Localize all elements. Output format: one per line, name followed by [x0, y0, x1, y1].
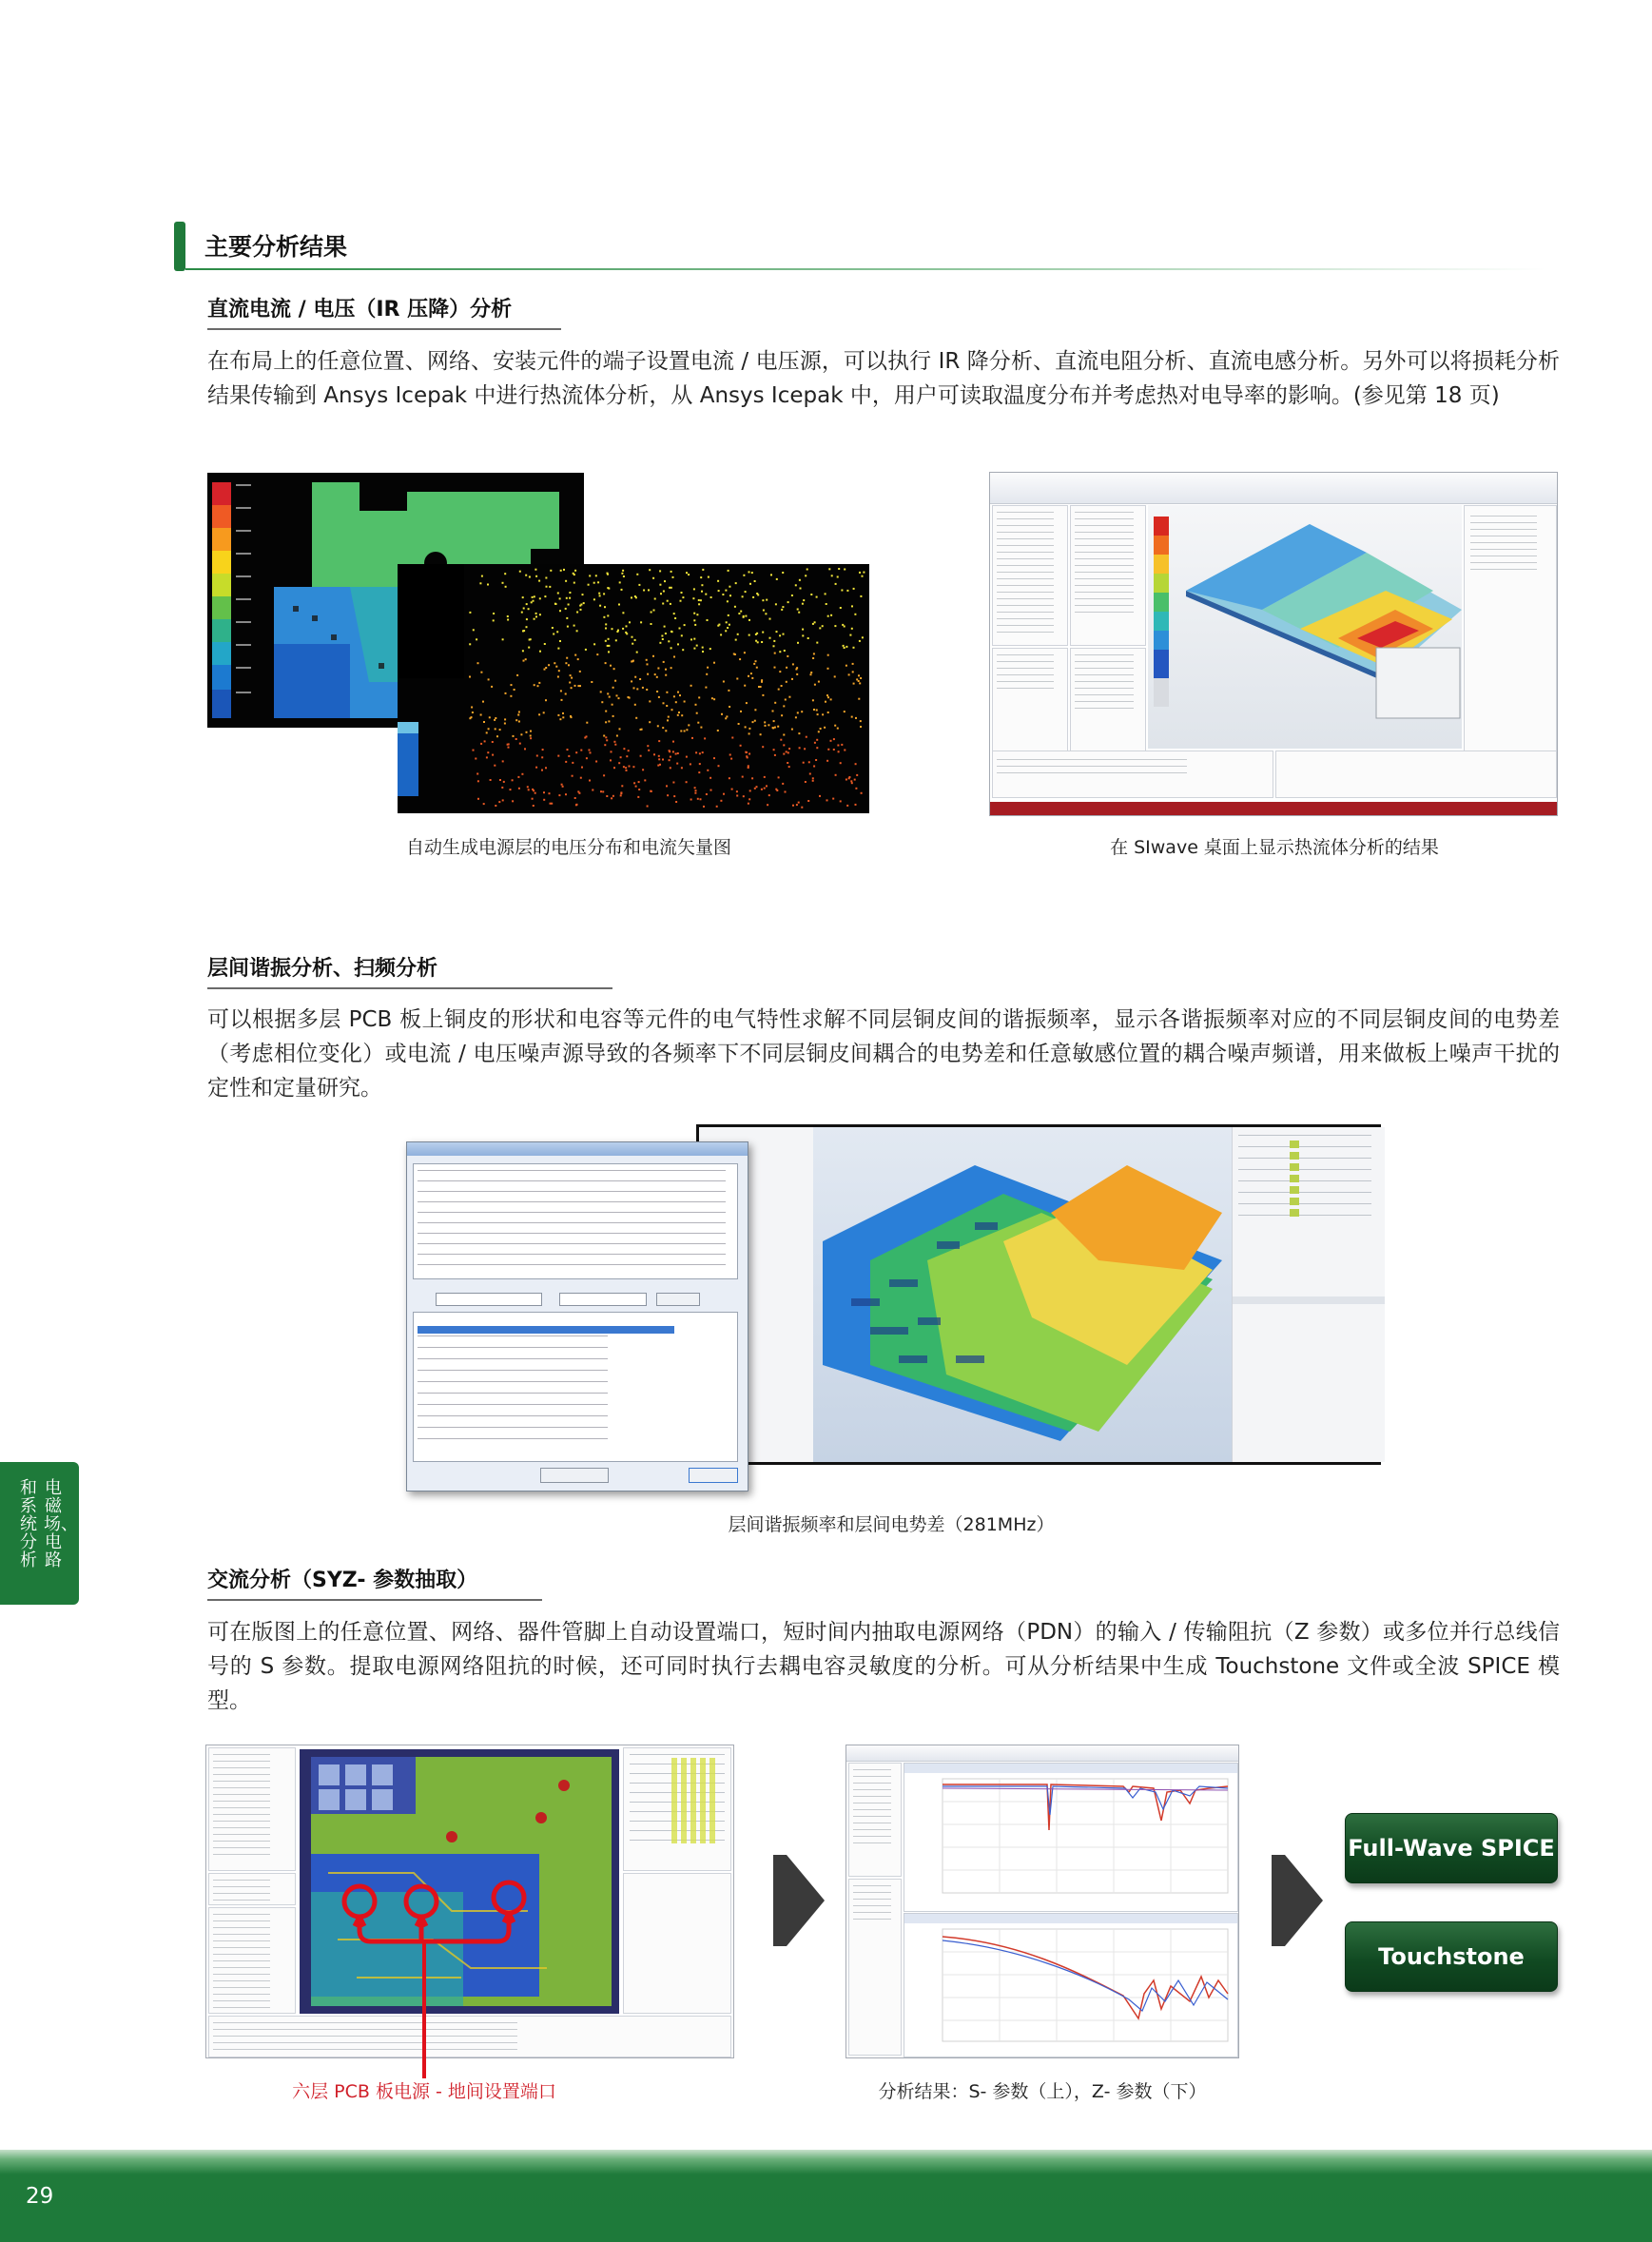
- caption-resonance: 层间谐振频率和层间电势差（281MHz）: [728, 1514, 1055, 1535]
- flow-arrow-icon: [1272, 1855, 1323, 1946]
- side-tab-text-1: 电磁场、电路: [44, 1478, 78, 1570]
- siwave-thermal-screenshot: [989, 472, 1558, 816]
- section-rule: [207, 1599, 542, 1601]
- flow-arrow-icon: [773, 1855, 825, 1946]
- caption-siwave-thermal: 在 SIwave 桌面上显示热流体分析的结果: [1110, 837, 1439, 858]
- chapter-side-tab: [0, 1462, 79, 1605]
- page-title: 主要分析结果: [204, 233, 348, 261]
- section-title-ac: 交流分析（SYZ- 参数抽取）: [207, 1569, 478, 1592]
- pcb-port-screenshot: [205, 1745, 734, 2058]
- section-paragraph-dc: 在布局上的任意位置、网络、安装元件的端子设置电流 / 电压源，可以执行 IR 降分析、直流电阻分析、直流电感分析。另外可以将损耗分析结果传输到 Ansys Icepak 中进行热流体分析，从 Ansys Icepak 中，用户可读取温度分布并考虑热对电导率的影响。(参见第 18 页): [207, 349, 1560, 408]
- section-paragraph-ac: 可在版图上的任意位置、网络、器件管脚上自动设置端口，短时间内抽取电源网络（PDN）的输入 / 传输阻抗（Z 参数）或多位并行总线信号的 S 参数。提取电源网络阻抗的时候，还可同时执行去耦电容灵敏度的分析。可从分析结果中生成 Touchstone 文件或全波 SPICE 模型。: [207, 1620, 1560, 1713]
- resonance-screenshot: [406, 1122, 1381, 1493]
- section-title-resonance: 层间谐振分析、扫频分析: [207, 957, 438, 981]
- voltage-distribution-image: [207, 473, 869, 813]
- side-tab-text-2: 和系统分析: [20, 1478, 37, 1570]
- section-marker-bar: [174, 222, 185, 271]
- section-rule: [207, 328, 561, 330]
- caption-syz-results: 分析结果：S- 参数（上），Z- 参数（下）: [878, 2081, 1207, 2102]
- page-number: 29: [26, 2184, 54, 2209]
- caption-voltage-distribution: 自动生成电源层的电压分布和电流矢量图: [405, 837, 731, 858]
- section-paragraph-resonance: 可以根据多层 PCB 板上铜皮的形状和电容等元件的电气特性求解不同层铜皮间的谐振频率，显示各谐振频率对应的不同层铜皮间的电势差（考虑相位变化）或电流 / 电压噪声源导致的各频率下不同层铜皮间耦合的电势差和任意敏感位置的耦合噪声频谱，用来做板上噪声干扰的定性和定量研究。: [207, 1007, 1560, 1101]
- title-rule: [185, 268, 1545, 270]
- full-wave-spice-button[interactable]: Full-Wave SPICE: [1345, 1813, 1558, 1883]
- section-rule: [207, 987, 612, 989]
- touchstone-button[interactable]: Touchstone: [1345, 1921, 1558, 1992]
- caption-pcb-ports: 六层 PCB 板电源 - 地间设置端口: [292, 2081, 556, 2102]
- syz-results-screenshot: [845, 1745, 1239, 2058]
- section-title-dc: 直流电流 / 电压（IR 压降）分析: [207, 298, 513, 322]
- page-footer-band: [0, 2150, 1652, 2242]
- port-pointer-line: [422, 1940, 426, 2078]
